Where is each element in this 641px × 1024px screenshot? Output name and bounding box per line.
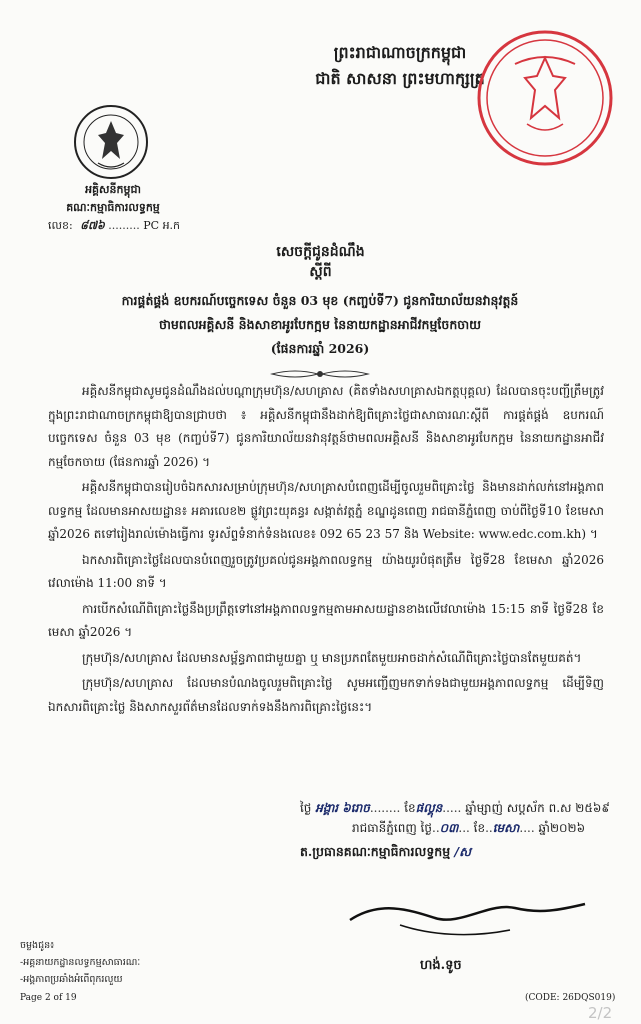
lunar-date-prefix: ថ្ងៃ	[300, 801, 312, 815]
subject-line-1: ការផ្គត់ផ្គង់ ឧបករណ៍បច្ចេកទេស ចំនួន 03 មុខ (កញ្ចប់ទី7) ជូនការិយាល័យនវានុវត្តន៍	[121, 293, 519, 308]
notice-body	[48, 380, 604, 721]
notice-subject	[40, 289, 600, 361]
body-paragraph-1: អគ្គិសនីកម្ពុជាសូមជូនដំណឹងដល់បណ្តាក្រុមហ៊ុន/សហគ្រាស (គិតទាំងសហគ្រាសឯកត្តបុគ្គល) ដែលបានចុះបញ្ជីត្រឹមត្រូវក្នុងព្រះរាជាណាចក្រកម្ពុជាឱ្យបានជ្រាបថា ៖ អគ្គិសនីកម្ពុជានឹងដាក់ឱ្យពិគ្រោះថ្លៃជាសាធារណៈស្តីពី ការផ្គត់ផ្គង់ ឧបករណ៍បច្ចេកទេស ចំនួន 03 មុខ (កញ្ចប់ទី7) ជូនការិយាល័យនវានុវត្តន៍ថាមពលអគ្គិសនី និងសាខាអូរបែកក្អម នៃនាយកដ្ឋានអាជីវកម្មចែកចាយ (ផែនការឆ្នាំ 2026) ។	[48, 384, 604, 469]
department-block	[48, 181, 178, 217]
signer-name: ហង់.ទូច	[420, 958, 462, 973]
solar-date: រាជធានីភ្នំពេញ ថ្ងៃ..០៣... ខែ..មេសា.... ឆ្នាំ២០២៦	[352, 821, 586, 835]
subject-line-3: (ផែនការឆ្នាំ 2026)	[270, 341, 370, 356]
body-paragraph-6: ក្រុមហ៊ុន/សហគ្រាស ដែលមានបំណងចូលរួមពិគ្រោះថ្លៃ សូមអញ្ជើញមកទាក់ទងជាមួយអង្គភាពលទ្ធកម្ម ដើម្បីទិញ ឯកសារពិគ្រោះថ្លៃ និងសាកសួរព័ត៌មានដែលទាក់ទងនឹងការពិគ្រោះថ្លៃនេះ។	[48, 676, 604, 714]
letter-number-label: លេខ:	[48, 219, 73, 232]
body-paragraph-2: អគ្គិសនីកម្ពុជាបានរៀបចំឯកសារសម្រាប់ក្រុមហ៊ុន/សហគ្រាសបំពេញដើម្បីចូលរួមពិគ្រោះថ្លៃ និងមានដាក់លក់នៅអង្គភាពលទ្ធកម្ម ដែលមានអាសយដ្ឋាន៖ អគារលេខ២ ផ្លូវព្រះយុគន្ធរ សង្កាត់វត្តភ្នំ ខណ្ឌដូនពេញ រាជធានីភ្នំពេញ ចាប់ពីថ្ងៃទី10 ខែមេសា ឆ្នាំ2026 តទៅរៀងរាល់ម៉ោងធ្វើការ ទូរស័ព្ទទំនាក់ទំនងលេខ៖ 092 65 23 57 និង Website: www.edc.com.kh) ។	[48, 480, 604, 541]
solar-date-month: មេសា	[492, 821, 520, 835]
lunar-date-month: ផល្គុន	[415, 801, 443, 815]
body-paragraph-5: ក្រុមហ៊ុន/សហគ្រាស ដែលមានសម្ព័ន្ធភាពជាមួយគ្នា ឬ មានប្រភពតែមួយអាចដាក់សំណើពិគ្រោះថ្លៃបានតែមួយគត់។	[82, 650, 582, 665]
handwritten-signature	[340, 880, 590, 950]
kingdom-line-1: ព្រះរាជាណាចក្រកម្ពុជា	[333, 43, 467, 62]
signer-title: ត.ប្រធានគណៈកម្មាធិការលទ្ធកម្ម	[300, 844, 451, 859]
solar-date-prefix: រាជធានីភ្នំពេញ ថ្ងៃ	[352, 821, 432, 835]
lunar-date-suffix: ឆ្នាំម្សាញ់ សប្តស័ក ព.ស ២៥៦៩	[465, 801, 610, 815]
page-mark: 2/2	[588, 1004, 613, 1022]
page-number: Page 2 of 19	[20, 993, 77, 1003]
notice-subtitle: ស្តីពី	[309, 264, 332, 280]
subject-line-2: ថាមពលអគ្គិសនី និងសាខាអូរបែកក្អម នៃនាយកដ្ឋានអាជីវកម្មចែកចាយ	[158, 317, 482, 332]
kingdom-line-2: ជាតិ សាសនា ព្រះមហាក្សត្រ	[315, 69, 485, 88]
solar-date-day: ០៣	[439, 821, 459, 835]
letter-number: លេខ: ៨៧៦ ......... PC អ.ក	[48, 219, 181, 232]
notice-title: សេចក្តីជូនដំណឹង	[276, 244, 365, 260]
lunar-date-day: អង្គារ ៦រោច	[315, 801, 370, 815]
lunar-month-prefix: ខែ	[404, 801, 416, 815]
cc-title: ចម្លងជូន៖	[20, 940, 55, 951]
body-paragraph-3: ឯកសារពិគ្រោះថ្លៃដែលបានបំពេញរួចត្រូវប្រគល់ជូនអង្គភាពលទ្ធកម្ម យ៉ាងយូរបំផុតត្រឹម ថ្ងៃទី28 ខែមេសា ឆ្នាំ2026 វេលាម៉ោង 11:00 នាទី ។	[48, 552, 604, 590]
signer-initial: /ស	[454, 844, 471, 859]
letter-number-value: ៨៧៦	[80, 219, 105, 232]
solar-month-prefix: ខែ	[473, 821, 486, 835]
body-paragraph-4: ការបើកសំណើពិគ្រោះថ្លៃនឹងប្រព្រឹត្តទៅនៅអង្គភាពលទ្ធកម្មតាមអាសយដ្ឋានខាងលើវេលាម៉ោង 15:15 នាទី ថ្ងៃទី28 ខែមេសា ឆ្នាំ2026 ។	[48, 601, 604, 639]
dept-line-1: អគ្គិសនីកម្ពុជា	[85, 183, 141, 196]
cc-list	[20, 937, 140, 988]
signer-title-block	[300, 844, 471, 863]
letter-number-suffix: PC អ.ក	[143, 219, 181, 232]
notice-heading	[0, 242, 641, 282]
solar-date-suffix: ឆ្នាំ២០២៦	[538, 821, 586, 835]
lunar-date: ថ្ងៃ អង្គារ ៦រោច........ ខែផល្គុន..... ឆ្នាំម្សាញ់ សប្តស័ក ព.ស ២៥៦៩	[300, 801, 610, 815]
dept-line-2: គណៈកម្មាធិការលទ្ធកម្ម	[66, 201, 160, 214]
cc-item-1: -អគ្គនាយកដ្ឋានលទ្ធកម្មសាធារណៈ	[20, 957, 141, 968]
edc-red-stamp	[475, 28, 615, 168]
document-code: (CODE: 26DQS019)	[525, 993, 616, 1003]
cc-item-2: -អង្គភាពប្រឆាំងអំពើពុករលួយ	[20, 974, 123, 985]
edc-logo-seal	[72, 103, 150, 181]
